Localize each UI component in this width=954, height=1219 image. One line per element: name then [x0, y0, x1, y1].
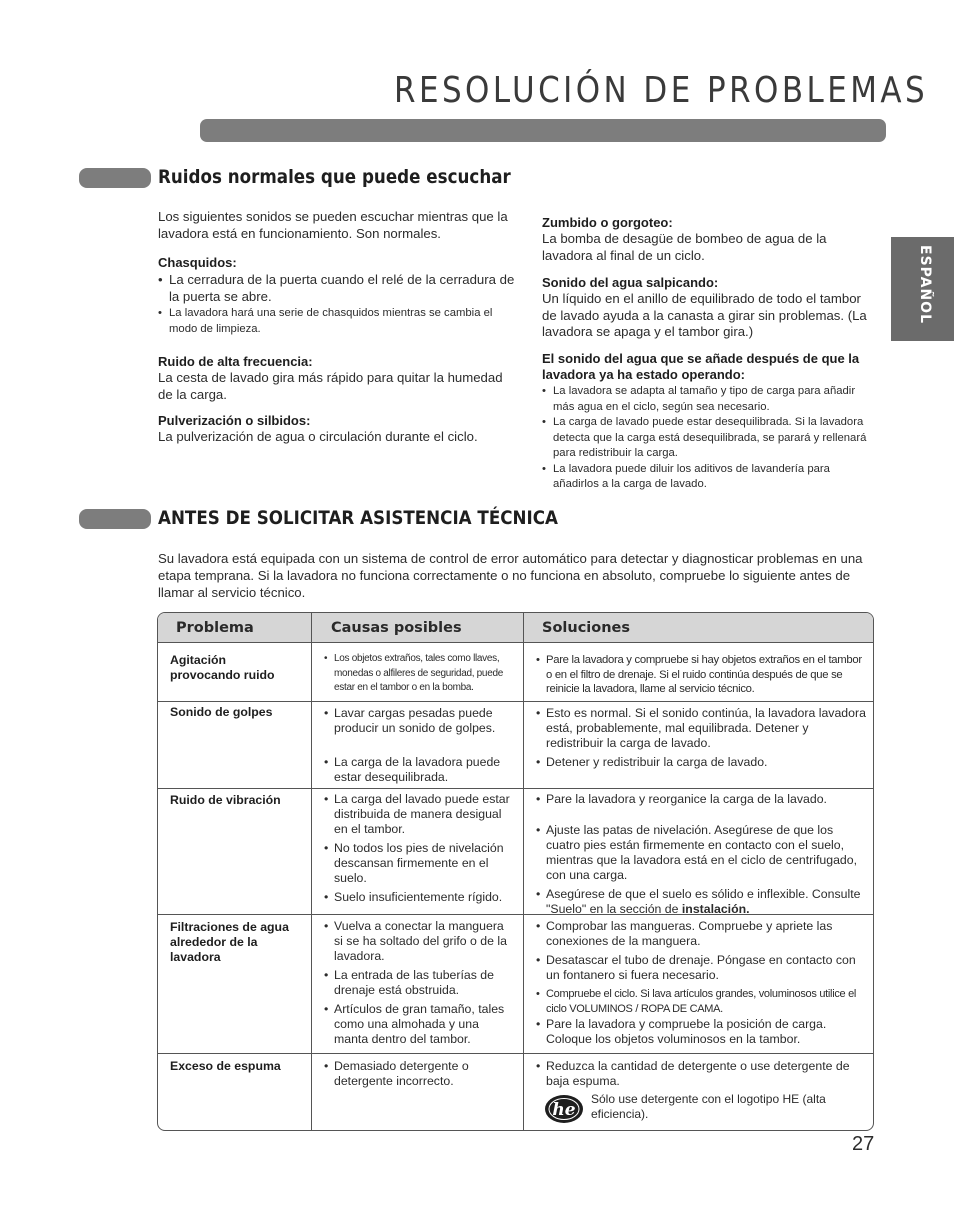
- cause-item: • Vuelva a conectar la manguera si se ha soltado del grifo o de la lavadora.: [324, 919, 516, 964]
- he-logo: [544, 1094, 584, 1124]
- solution-item: • Desatascar el tubo de drenaje. Póngase en contacto con un fontanero si fuera necesario.: [536, 953, 866, 983]
- zumbido-block: [542, 215, 872, 264]
- alta-frecuencia-text: La cesta de lavado gira más rápido para quitar la humedad de la carga.: [158, 370, 503, 402]
- table-header: [158, 613, 873, 643]
- solution-emphasis: instalación.: [681, 902, 750, 916]
- section-marker: [79, 168, 151, 188]
- table-row-solutions: [536, 706, 866, 770]
- row-divider: [158, 1053, 873, 1054]
- table-row-solutions: [536, 919, 866, 1047]
- column-header-solutions: Soluciones: [542, 620, 631, 636]
- solution-item: • Pare la lavadora y compruebe si hay objetos extraños en el tambor o en el filtro de drenaje. Si el ruido continúa después de que se reinicie la lavadora, llame al servicio técnico.: [536, 653, 866, 697]
- cause-item: • Los objetos extraños, tales como llaves, monedas o alfileres de seguridad, puede estar en el tambor o en la bomba.: [324, 652, 514, 696]
- table-row-causes: [324, 652, 514, 696]
- cause-item: • La entrada de las tuberías de drenaje está obstruida.: [324, 968, 516, 998]
- anade-agua-bullet: • La lavadora se adapta al tamaño y tipo de carga para añadir más agua en el ciclo, según sea necesario.: [542, 384, 874, 415]
- solution-item: • Esto es normal. Si el sonido continúa, la lavadora lavadora está, probablemente, mal equilibrada. Detener y redistribuir la carga de lavado.: [536, 706, 866, 751]
- solution-item: • Compruebe el ciclo. Si lava artículos grandes, voluminosos utilice el ciclo VOLUMINOS / ROPA DE CAMA.: [536, 987, 866, 1017]
- section-heading-sounds: Ruidos normales que puede escuchar: [158, 166, 511, 188]
- pulverizacion-text: La pulverización de agua o circulación durante el ciclo.: [158, 429, 478, 444]
- zumbido-text: La bomba de desagüe de bombeo de agua de la lavadora al final de un ciclo.: [542, 231, 827, 263]
- cause-item: • Demasiado detergente o detergente incorrecto.: [324, 1059, 516, 1089]
- table-row-causes: [324, 1059, 516, 1089]
- alta-frecuencia-title: Ruido de alta frecuencia:: [158, 354, 313, 369]
- solution-text: Asegúrese de que el suelo es sólido e inflexible. Consulte "Suelo" en la sección de: [546, 887, 861, 916]
- section-heading-service: ANTES DE SOLICITAR ASISTENCIA TÉCNICA: [158, 507, 558, 529]
- cause-item: • La carga del lavado puede estar distribuida de manera desigual en el tambor.: [324, 792, 516, 837]
- solution-item: • Reduzca la cantidad de detergente o use detergente de baja espuma.: [536, 1059, 866, 1089]
- table-row-solutions: [536, 792, 866, 917]
- alta-frecuencia-block: [158, 354, 518, 403]
- cause-item: • Lavar cargas pesadas puede producir un sonido de golpes.: [324, 706, 514, 736]
- column-header-problem: Problema: [176, 620, 254, 636]
- salpicando-title: Sonido del agua salpicando:: [542, 275, 719, 290]
- chasquidos-bullet: • La cerradura de la puerta cuando el relé de la cerradura de la puerta se abre.: [158, 272, 518, 305]
- table-row-causes: [324, 792, 516, 905]
- service-intro: Su lavadora está equipada con un sistema de control de error automático para detectar y diagnosticar problemas en una etapa temprana. Si la lavadora no funciona correctamente o no funciona en absoluto, compruebe lo siguiente antes de llamar al servicio técnico.: [158, 551, 863, 600]
- chasquidos-block: [158, 255, 518, 337]
- chasquidos-bullet: • La lavadora hará una serie de chasquidos mientras se cambia el modo de limpieza.: [158, 306, 518, 337]
- pulverizacion-block: [158, 413, 518, 446]
- he-logo-text: he: [552, 1100, 576, 1120]
- column-header-causes: Causas posibles: [331, 620, 462, 636]
- cause-item: • La carga de la lavadora puede estar desequilibrada.: [324, 755, 514, 785]
- row-divider: [158, 788, 873, 789]
- sounds-intro: Los siguientes sonidos se pueden escuchar mientras que la lavadora está en funcionamiento. Son normales.: [158, 209, 508, 241]
- solution-item: • Ajuste las patas de nivelación. Asegúrese de que los cuatro pies están firmemente en contacto con el suelo, mientras que la lavadora está en el ciclo de centrifugado, con una carga.: [536, 823, 866, 883]
- language-tab-label: ESPAÑOL: [917, 245, 933, 324]
- table-row-solutions: [536, 1059, 866, 1089]
- solution-item: [536, 887, 866, 917]
- cause-item: • Suelo insuficientemente rígido.: [324, 890, 516, 905]
- language-tab: [891, 237, 954, 341]
- anade-agua-block: [542, 351, 874, 493]
- table-row-problem: Filtraciones de agua alrededor de la lavadora: [170, 920, 289, 964]
- table-row-problem: Agitación provocando ruido: [170, 653, 275, 682]
- table-row-problem: Sonido de golpes: [170, 705, 273, 719]
- anade-agua-title: El sonido del agua que se añade después de que la lavadora ya ha estado operando:: [542, 351, 860, 382]
- table-row-problem: Exceso de espuma: [170, 1059, 281, 1073]
- table-row-causes: [324, 706, 514, 785]
- section-marker: [79, 509, 151, 529]
- anade-agua-bullet: • La lavadora puede diluir los aditivos de lavandería para añadirlos a la carga de lavado.: [542, 462, 874, 493]
- page-title: RESOLUCIÓN DE PROBLEMAS: [394, 70, 929, 111]
- solution-item: • Comprobar las mangueras. Compruebe y apriete las conexiones de la manguera.: [536, 919, 866, 949]
- chasquidos-title: Chasquidos:: [158, 255, 237, 270]
- cause-item: • No todos los pies de nivelación descansan firmemente en el suelo.: [324, 841, 516, 886]
- salpicando-block: [542, 275, 872, 341]
- cause-item: • Artículos de gran tamaño, tales como una almohada y una manta dentro del tambor.: [324, 1002, 516, 1047]
- table-row-problem: Ruido de vibración: [170, 793, 281, 807]
- table-row-causes: [324, 919, 516, 1047]
- title-bar: [200, 119, 886, 142]
- table-row-solutions: [536, 653, 866, 697]
- solution-item: • Detener y redistribuir la carga de lavado.: [536, 755, 866, 770]
- troubleshooting-table: [157, 612, 874, 1131]
- he-note: Sólo use detergente con el logotipo HE (alta eficiencia).: [591, 1092, 826, 1121]
- zumbido-title: Zumbido o gorgoteo:: [542, 215, 673, 230]
- anade-agua-bullet: • La carga de lavado puede estar desequilibrada. Si la lavadora detecta que la carga está desequilibrada, se parará y rellenará para redistribuir la carga.: [542, 415, 874, 462]
- pulverizacion-title: Pulverización o silbidos:: [158, 413, 311, 428]
- solution-item: • Pare la lavadora y compruebe la posición de carga. Coloque los objetos voluminosos en la tambor.: [536, 1017, 866, 1047]
- row-divider: [158, 701, 873, 702]
- page-number: 27: [852, 1133, 875, 1155]
- salpicando-text: Un líquido en el anillo de equilibrado de todo el tambor de lavado ayuda a la canasta a girar sin problemas. (La lavadora se apaga y el tambor gira.): [542, 291, 867, 340]
- solution-item: • Pare la lavadora y reorganice la carga de la lavado.: [536, 792, 866, 807]
